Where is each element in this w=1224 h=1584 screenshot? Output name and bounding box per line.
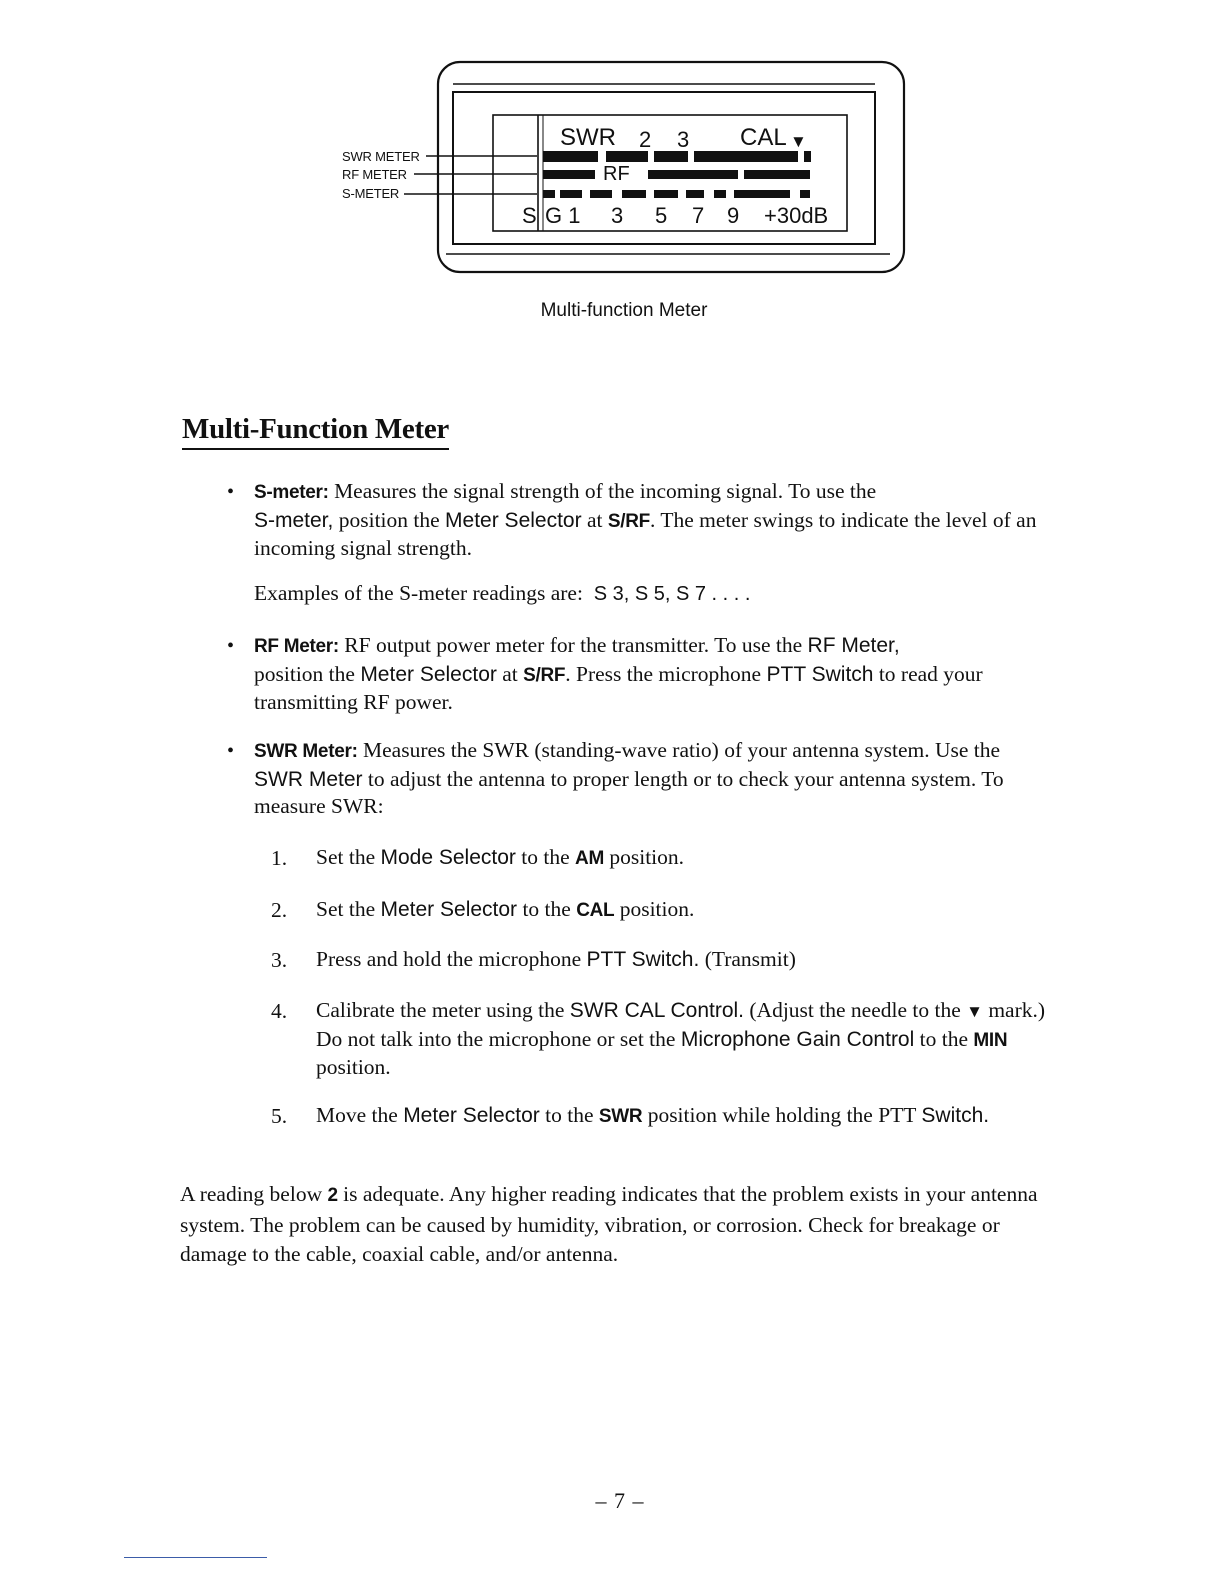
text-run: Set the <box>316 897 381 921</box>
swrmeter-paragraph <box>254 737 1054 820</box>
text-run: position. <box>316 1055 391 1079</box>
text-run: position. <box>614 897 695 921</box>
text-run: (Transmit) <box>699 947 796 971</box>
text-run: Press and hold the microphone <box>316 947 587 971</box>
text-run: position. <box>603 845 685 869</box>
step-5-number: 5. <box>271 1104 288 1128</box>
swr-term: SWR <box>598 1106 643 1127</box>
lcd-scale-3: 3 <box>611 203 624 228</box>
footer-rule <box>124 1557 267 1558</box>
meter-selector-term: Meter Selector <box>380 898 518 921</box>
smeter-term: S-meter: <box>254 482 329 503</box>
text-run: . The meter swings to indicate the level of an incoming signal strength. <box>254 507 1037 560</box>
text-run: position the <box>333 507 446 532</box>
lcd-cal-label: CAL <box>740 124 787 151</box>
examples-values: S 3, S 5, S 7 . . . . <box>593 583 751 605</box>
ptt-switch-term: PTT Switch <box>766 662 874 686</box>
multi-function-meter-figure <box>330 58 910 288</box>
cal-term: CAL <box>576 900 615 921</box>
s-meter-segment-bar <box>543 190 810 198</box>
bullet-dot-icon: • <box>227 481 235 503</box>
text-run: to the <box>539 1103 599 1127</box>
step-4-number: 4. <box>271 999 288 1023</box>
lcd-swr-3: 3 <box>677 127 690 152</box>
lcd-scale-g1: G 1 <box>545 203 581 228</box>
step-2-text <box>316 896 1076 925</box>
meter-selector-term: Meter Selector <box>360 662 497 686</box>
rfmeter-paragraph <box>254 632 1074 716</box>
step-2-number: 2. <box>271 898 288 922</box>
switch-term: Switch. <box>921 1104 990 1127</box>
bullet-dot-icon: • <box>227 740 235 762</box>
text-run: position the <box>254 661 361 686</box>
lcd-swr-2: 2 <box>639 127 652 152</box>
text-run: Calibrate the meter using the <box>316 998 570 1022</box>
meter-selector-term: Meter Selector <box>403 1104 540 1127</box>
rf-meter-term: RF Meter, <box>807 634 900 657</box>
microphone-gain-control-term: Microphone Gain Control <box>680 1027 915 1051</box>
step-3-text <box>316 946 1076 974</box>
srf-term: S/RF <box>523 664 566 686</box>
swr-cal-control-term: SWR CAL Control. <box>569 999 745 1022</box>
text-run: Measures the SWR (standing-wave ratio) of your antenna system. Use the <box>357 738 1001 762</box>
s-meter-term: S-meter, <box>254 508 334 532</box>
closing-paragraph <box>180 1180 1060 1270</box>
text-run: is adequate. Any higher reading indicates that the problem exists in your antenna system. The problem can be caused by humidity, vibration, or corrosion. Check for breakage or damage to the cable, coaxial cable, and/or antenna. <box>180 1182 1038 1266</box>
rf-meter-callout: RF METER <box>342 167 407 182</box>
text-run: at <box>581 507 608 532</box>
lcd-scale-30db: +30dB <box>764 203 829 228</box>
text-run: Move the <box>316 1103 404 1127</box>
text-run: to the <box>517 897 577 921</box>
examples-label: Examples of the S-meter readings are: <box>254 581 583 605</box>
swr-meter-callout: SWR METER <box>342 149 420 164</box>
text-run: . Press the microphone <box>565 661 767 686</box>
min-term: MIN <box>973 1029 1008 1051</box>
text-run: to read your transmitting RF power. <box>254 661 983 714</box>
lcd-s-label: S <box>522 203 537 228</box>
s-meter-callout: S-METER <box>342 186 400 201</box>
rfmeter-term: RF Meter: <box>254 636 339 657</box>
swr-segment-bar <box>543 151 811 162</box>
swrmeter-term: SWR Meter: <box>254 741 358 762</box>
lcd-scale-9: 9 <box>727 203 740 228</box>
text-run: Set the <box>316 845 381 869</box>
text-run: A reading below <box>180 1182 328 1206</box>
meter-selector-term: Meter Selector <box>445 508 582 532</box>
lcd-swr-label: SWR <box>560 124 616 151</box>
text-run: at <box>496 661 524 686</box>
step-4-text <box>316 997 1046 1081</box>
text-run: to the <box>515 845 576 869</box>
bullet-dot-icon: • <box>227 635 235 657</box>
text-run: (Adjust the needle to the <box>744 998 967 1022</box>
lcd-cal-mark-icon: ▼ <box>790 132 807 151</box>
step-5-text <box>316 1102 1036 1131</box>
text-run: RF output power meter for the transmitter. To use the <box>338 633 808 657</box>
figure-caption: Multi-function Meter <box>540 300 708 321</box>
mode-selector-term: Mode Selector <box>380 846 516 869</box>
text-run: mark.) Do not talk into the microphone or set the <box>316 998 1046 1051</box>
smeter-paragraph <box>254 478 1084 562</box>
page-number: – 7 – <box>595 1488 645 1513</box>
swr-meter-term: SWR Meter <box>254 767 363 791</box>
section-heading: Multi-Function Meter <box>182 410 449 450</box>
lcd-scale-5: 5 <box>655 203 668 228</box>
text-run: Measures the signal strength of the incoming signal. To use the <box>328 479 877 503</box>
am-term: AM <box>575 848 604 869</box>
rf-segment-bar <box>543 170 810 179</box>
down-triangle-icon: ▼ <box>966 1002 983 1021</box>
text-run: to adjust the antenna to proper length or to check your antenna system. To measure SWR: <box>254 766 1004 818</box>
lcd-rf-label: RF <box>603 163 630 185</box>
reading-value: 2 <box>327 1185 338 1206</box>
step-1-text <box>316 844 1076 873</box>
lcd-scale-7: 7 <box>692 203 705 228</box>
srf-term: S/RF <box>607 510 650 532</box>
step-3-number: 3. <box>271 948 288 972</box>
ptt-switch-term: PTT Switch. <box>586 948 700 971</box>
text-run: to the <box>914 1026 974 1051</box>
step-1-number: 1. <box>271 846 288 870</box>
text-run: position while holding the PTT <box>642 1103 922 1127</box>
meter-outer-bezel <box>438 62 904 272</box>
smeter-examples <box>254 580 750 608</box>
